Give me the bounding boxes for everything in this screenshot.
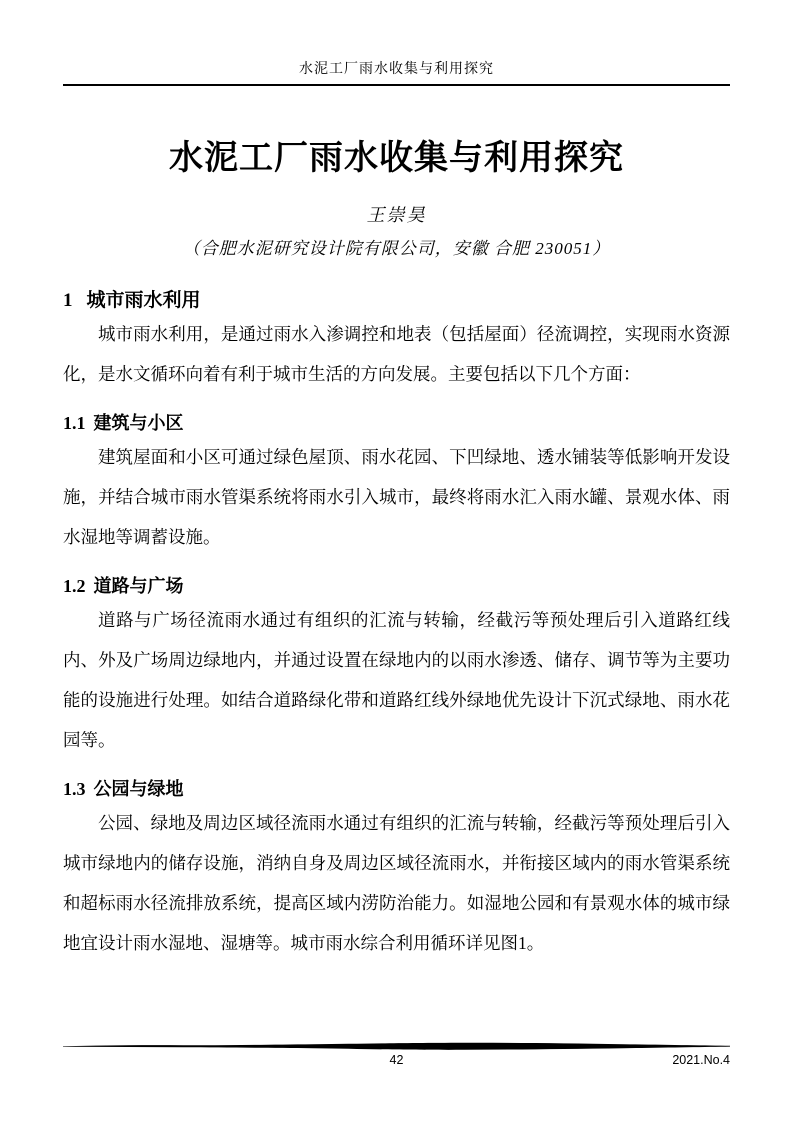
section-heading-text: 建筑与小区 — [93, 413, 184, 433]
section-paragraph: 建筑屋面和小区可通过绿色屋顶、雨水花园、下凹绿地、透水铺装等低影响开发设施，并结合城市雨水管渠系统将雨水引入城市，最终将雨水汇入雨水罐、景观水体、雨水湿地等调蓄设施。 — [63, 447, 730, 547]
section-paragraph: 城市雨水利用，是通过雨水入渗调控和地表（包括屋面）径流调控，实现雨水资源化，是水文循环向着有利于城市生活的方向发展。主要包括以下几个方面： — [63, 324, 730, 384]
section-paragraph: 道路与广场径流雨水通过有组织的汇流与转输，经截污等预处理后引入道路红线内、外及广场周边绿地内，并通过设置在绿地内的以雨水渗透、储存、调节等为主要功能的设施进行处理。如结合道路绿化带和道路红线外绿地优先设计下沉式绿地、雨水花园等。 — [63, 610, 730, 750]
section-number: 1 — [63, 290, 73, 311]
section-heading-text: 道路与广场 — [93, 576, 184, 596]
page-footer — [63, 1042, 730, 1071]
section-heading-1-3 — [63, 775, 730, 801]
running-head-text: 水泥工厂雨水收集与利用探究 — [299, 62, 494, 77]
section-number: 1.3 — [63, 779, 86, 799]
section-heading-1-2 — [63, 572, 730, 598]
footer-text-row — [63, 1053, 730, 1071]
author-affiliation: （合肥水泥研究设计院有限公司，安徽 合肥 230051） — [182, 239, 611, 258]
running-head — [63, 0, 730, 86]
section-heading-text: 公园与绿地 — [93, 779, 184, 799]
article-title: 水泥工厂雨水收集与利用探究 — [169, 139, 624, 177]
decorative-wavy-rule — [63, 1042, 730, 1051]
section-heading-1 — [63, 285, 730, 312]
journal-issue: 2021.No.4 — [672, 1053, 730, 1067]
author-name: 王崇昊 — [366, 205, 427, 225]
section-number: 1.2 — [63, 576, 86, 596]
section-number: 1.1 — [63, 413, 86, 433]
page-number: 42 — [389, 1053, 404, 1067]
section-paragraph: 公园、绿地及周边区域径流雨水通过有组织的汇流与转输，经截污等预处理后引入城市绿地内的储存设施，消纳自身及周边区域径流雨水，并衔接区域内的雨水管渠系统和超标雨水径流排放系统，提高区域内涝防治能力。如湿地公园和有景观水体的城市绿地宜设计雨水湿地、湿塘等。城市雨水综合利用循环详见图1。 — [63, 813, 730, 953]
section-heading-text: 城市雨水利用 — [86, 290, 201, 311]
section-heading-1-1 — [63, 409, 730, 435]
